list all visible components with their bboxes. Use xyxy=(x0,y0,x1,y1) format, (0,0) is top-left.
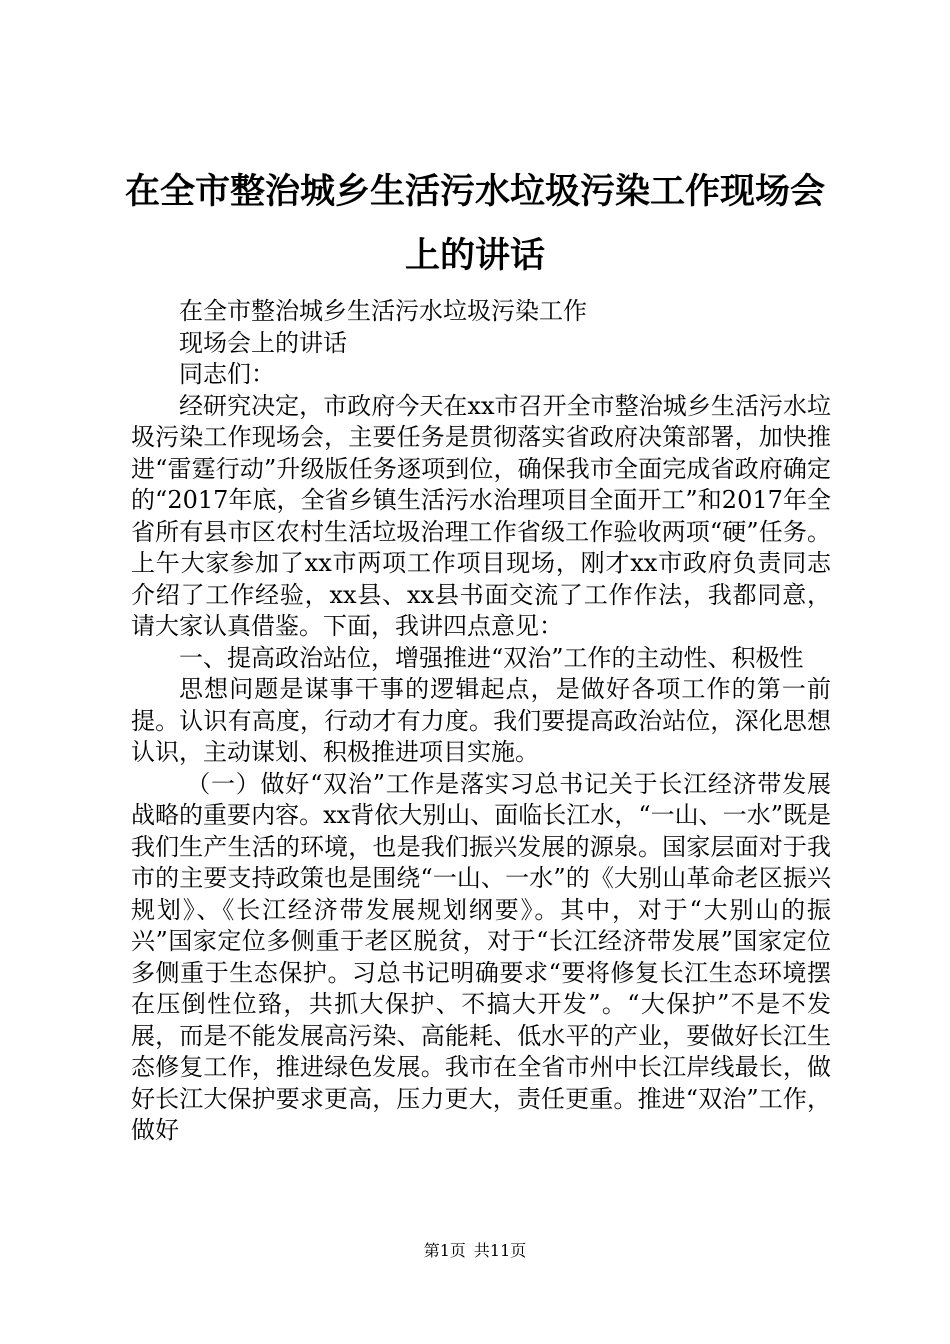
document-title: 在全市整治城乡生活污水垃圾污染工作现场会上的讲话 xyxy=(124,172,825,276)
paragraph-subsection-1: （一）做好“双治”工作是落实习总书记关于长江经济带发展战略的重要内容。xx背依大别山、面临长江水，“一山、一水”既是我们生产生活的环境，也是我们振兴发展的源泉。国家层面对于我市的主要支持政策也是围绕“一山、一水”的《大别山革命老区振兴规划》、《长江经济带发展规划纲要》。其中，对于“大别山的振兴”国家定位多侧重于老区脱贫，对于“长江经济带发展”国家定位多侧重于生态保护。习总书记明确要求“要将修复长江生态环境摆在压倒性位臵，共抓大保护、不搞大开发”。“大保护”不是不发展，而是不能发展高污染、高能耗、低水平的产业，要做好长江生态修复工作，推进绿色发展。我市在全省市州中长江岸线最长，做好长江大保护要求更高，压力更大，责任更重。推进“双治”工作，做好 xyxy=(131,769,831,1144)
page-number: 第1页 xyxy=(423,1241,466,1260)
paragraph-section-1: 思想问题是谋事干事的逻辑起点，是做好各项工作的第一前提。认识有高度，行动才有力度。我们要提高政治站位，深化思想认识，主动谋划、积极推进项目实施。 xyxy=(131,675,831,766)
subtitle-line-1: 在全市整治城乡生活污水垃圾污染工作 xyxy=(179,297,587,325)
page-total: 共11页 xyxy=(473,1241,527,1260)
document-body xyxy=(131,296,831,1147)
paragraph-intro: 经研究决定，市政府今天在xx市召开全市整治城乡生活污水垃圾污染工作现场会，主要任务是贯彻落实省政府决策部署，加快推进“雷霆行动”升级版任务逐项到位，确保我市全面完成省政府确定的“2017年底，全省乡镇生活污水治理项目全面开工”和2017年全省所有县市区农村生活垃圾治理工作省级工作验收两项“硬”任务。上午大家参加了xx市两项工作项目现场，刚才xx市政府负责同志介绍了工作经验，xx县、xx县书面交流了工作作法，我都同意，请大家认真借鉴。下面，我讲四点意见： xyxy=(131,391,831,640)
salutation: 同志们： xyxy=(179,360,275,388)
page-footer xyxy=(0,1241,950,1261)
subtitle-line-2: 现场会上的讲话 xyxy=(179,328,347,357)
section-heading-1: 一、提高政治站位，增强推进“双治”工作的主动性、积极性 xyxy=(179,643,804,672)
